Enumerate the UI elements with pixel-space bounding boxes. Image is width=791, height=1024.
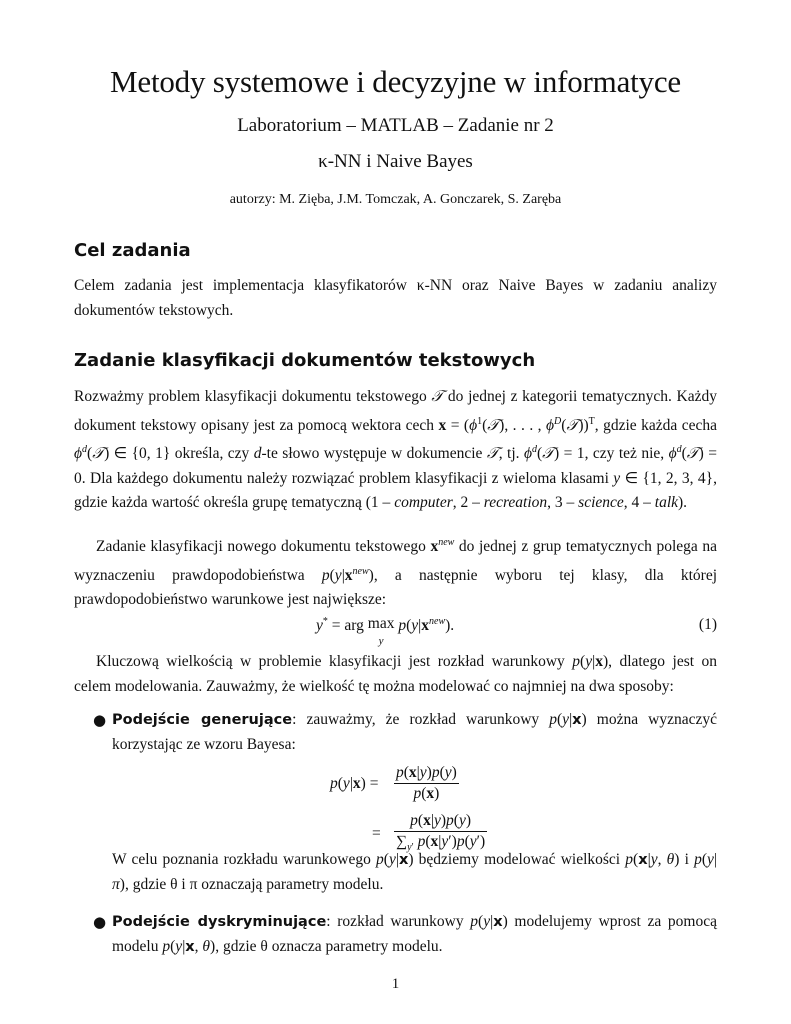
key-quantity-paragraph: Kluczową wielkością w problemie klasyfikacji jest rozkład warunkowy p(y|x), dlatego jest on celem modelowania. Zauważmy, że wielkość tę można modelować co najmniej na dwa sposoby:	[74, 653, 717, 695]
equation-argmax: y* = arg max y $p(y|x^{new})$.	[316, 615, 455, 647]
section-heading-classification: Zadanie klasyfikacji dokumentów tekstowych	[74, 350, 536, 371]
generative-approach-item: Podejście generujące: zauważmy, że rozkład warunkowy p(y|x) można wyznaczyć korzystając ze wzoru Bayesa:	[112, 711, 717, 753]
bullet-icon: ●	[93, 913, 107, 931]
section-heading-goal: Cel zadania	[74, 240, 191, 261]
discriminative-approach-item: Podejście dyskryminujące: rozkład warunkowy p(y|x) modelujemy wprost za pomocą modelu p(y|x, θ), gdzie θ oznacza parametry modelu.	[112, 913, 717, 955]
authors-line: autorzy: M. Zięba, J.M. Tomczak, A. Gonczarek, S. Zaręba	[229, 192, 562, 207]
problem-paragraph: Rozważmy problem klasyfikacji dokumentu tekstowego 𝒯 do jednej z kategorii tematycznych. Każdy dokument tekstowy opisany jest za pomocą wektora cech $x = (\phi^1(𝒯)$, . . . , $\phi^D(𝒯))^T$, gdzie każda cecha $\phi^d(𝒯)$ ∈ {0, 1} określa, czy d-te słowo występuje w dokumencie 𝒯, tj. $\phi^d(𝒯) = 1$, czy też nie, $\phi^d(𝒯) = 0$. Dla każdego dokumentu należy rozwiązać problem klasyfikacji z wieloma klasami y ∈ {1, 2, 3, 4}, gdzie każda wartość określa grupę tematyczną (1 – computer, 2 – recreation, 3 – science, 4 – talk).	[74, 387, 717, 512]
task-paragraph: Zadanie klasyfikacji nowego dokumentu tekstowego $x^{new}$ do jednej z grup tematycznych polega na wyznaczeniu prawdopodobieństwa $p(y|x^{new})$, a następnie wyboru tej klasy, dla której prawdopodobieństwo warunkowe jest największe:	[74, 537, 718, 609]
generative-approach-details: W celu poznania rozkładu warunkowego p(y|x) będziemy modelować wielkości p(x|y, θ) i p(y|π), gdzie θ i π oznaczają parametry modelu.	[112, 851, 718, 893]
bullet-icon: ●	[93, 711, 107, 729]
goal-paragraph: Celem zadania jest implementacja klasyfikatorów κ-NN oraz Naive Bayes w zadaniu analizy dokumentów tekstowych.	[74, 277, 717, 319]
equation-number: (1)	[698, 616, 717, 633]
page-subtitle: Laboratorium – MATLAB – Zadanie nr 2	[237, 115, 554, 136]
page-number: 1	[391, 976, 400, 992]
document-page: Metody systemowe i decyzyjne w informatyce Laboratorium – MATLAB – Zadanie nr 2 κ-NN i Naive Bayes autorzy: M. Zięba, J.M. Tomczak, A. Gonczarek, S. Zaręba Cel zadania Celem zadania jest implementacja klasyfikatorów κ-NN oraz Naive Bayes w zadaniu analizy dokumentów tekstowych. Zadanie klasyfikacji dokumentów tekstowych Rozważmy problem klasyfikacji dokumentu tekstowego 𝒯 do jednej z kategorii tematycznych. Każdy dokument tekstowy opisany jest za pomocą wektora cech $x = (\phi^1(𝒯)$, . . . , $\phi^D(𝒯))^T$, gdzie każda cecha $\phi^d(𝒯)$ ∈ {0, 1} określa, czy d-te słowo występuje w dokumencie 𝒯, tj. $\phi^d(𝒯) = 1$, czy też nie, $\phi^d(𝒯) = 0$. Dla każdego dokumentu należy rozwiązać problem klasyfikacji z wieloma klasami y ∈ {1, 2, 3, 4}, gdzie każda wartość określa grupę tematyczną (1 – computer, 2 – recreation, 3 – science, 4 – talk). Zadanie klasyfikacji nowego dokumentu tekstowego $x^{new}$ do jednej z grup tematycznych polega na wyznaczeniu prawdopodobieństwa $p(y|x^{new})$, a następnie wyboru tej klasy, dla której prawdopodobieństwo warunkowe jest największe: y* = arg max y $p(y|x^{new})$. (1) Kluczową wielkością w problemie klasyfikacji jest rozkład warunkowy p(y|x), dlatego jest on celem modelowania. Zauważmy, że wielkość tę można modelować co najmniej na dwa sposoby: ● Podejście generujące: zauważmy, że rozkład warunkowy p(y|x) można wyznaczyć korzystając ze wzoru Bayesa: p(y|x) = $\frac{p(x|y)p(y)}{p(x)}$ = $\frac{p(x|y)p(y)}{\sum_{y'} p(x|y')p(y')}$ W celu poznania rozkładu warunkowego p(y|x) będziemy modelować wielkości p(x|y, θ) i p(y|π), gdzie θ i π oznaczają parametry modelu. ● Podejście dyskryminujące: rozkład warunkowy p(y|x) modelujemy wprost za pomocą modelu p(y|x, θ), gdzie θ oznacza parametry modelu. 1	[0, 0, 791, 1024]
page-subtitle-topic: κ-NN i Naive Bayes	[318, 151, 473, 172]
page-title: Metody systemowe i decyzyjne w informatyce	[110, 64, 681, 99]
